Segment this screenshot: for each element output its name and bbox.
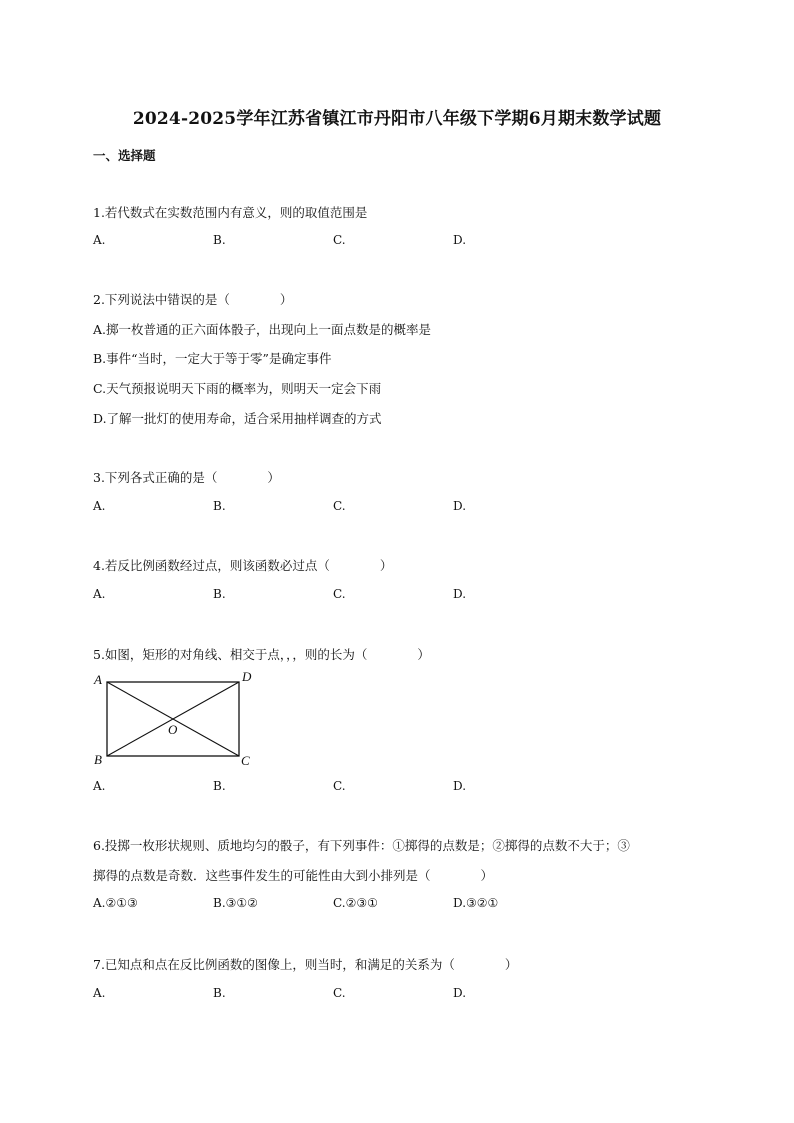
question-2-option-c: C.天气预报说明天下雨的概率为，则明天一定会下雨 (93, 381, 382, 396)
question-6-option-a: A.②①③ (93, 896, 138, 910)
question-3-option-a: A. (93, 499, 106, 513)
question-6-option-b: B.③①② (213, 896, 258, 910)
question-3-option-d: D. (453, 499, 467, 513)
page-title: 2024-2025学年江苏省镇江市丹阳市八年级下学期6月期末数学试题 (132, 109, 662, 129)
label-b: B (94, 752, 102, 767)
question-5-stem: 5.如图，矩形的对角线、相交于点，，，则的长为（ ） (93, 647, 430, 662)
question-1-option-d: D. (453, 233, 467, 247)
question-4-option-a: A. (93, 587, 106, 601)
question-3-option-c: C. (333, 499, 346, 513)
question-7-option-b: B. (213, 986, 226, 1000)
question-6-stem-continued: 掷得的点数是奇数．这些事件发生的可能性由大到小排列是（ ） (93, 868, 494, 883)
question-7-option-a: A. (93, 986, 106, 1000)
question-1-stem: 1.若代数式在实数范围内有意义，则的取值范围是 (93, 205, 368, 220)
section-heading: 一、选择题 (93, 148, 156, 163)
question-1-option-c: C. (333, 233, 346, 247)
question-7-stem: 7.已知点和点在反比例函数的图像上，则当时，和满足的关系为（ ） (93, 957, 518, 972)
question-4-option-b: B. (213, 587, 226, 601)
label-o: O (168, 722, 178, 737)
question-5-option-b: B. (213, 779, 226, 793)
question-1-option-b: B. (213, 233, 226, 247)
question-6-option-c: C.②③① (333, 896, 378, 910)
question-5-option-c: C. (333, 779, 346, 793)
question-7-option-d: D. (453, 986, 467, 1000)
question-2-stem: 2.下列说法中错误的是（ ） (93, 292, 293, 307)
question-4-option-c: C. (333, 587, 346, 601)
question-2-option-d: D.了解一批灯的使用寿命，适合采用抽样调查的方式 (93, 411, 382, 426)
label-c: C (241, 753, 250, 768)
question-4-stem: 4.若反比例函数经过点，则该函数必过点（ ） (93, 558, 393, 573)
label-a: A (94, 672, 102, 687)
rectangle-figure (90, 668, 260, 770)
question-5-option-d: D. (453, 779, 467, 793)
question-2-option-a: A.掷一枚普通的正六面体骰子，出现向上一面点数是的概率是 (93, 322, 432, 337)
question-3-stem: 3.下列各式正确的是（ ） (93, 470, 280, 485)
question-2-option-b: B.事件“当时，一定大于等于零”是确定事件 (93, 351, 332, 366)
question-4-option-d: D. (453, 587, 467, 601)
question-3-option-b: B. (213, 499, 226, 513)
question-6-option-d: D.③②① (453, 896, 499, 910)
question-1-option-a: A. (93, 233, 106, 247)
question-6-stem: 6.投掷一枚形状规则、质地均匀的骰子，有下列事件：①掷得的点数是；②掷得的点数不大于；③ (93, 838, 630, 853)
label-d: D (242, 669, 252, 684)
question-7-option-c: C. (333, 986, 346, 1000)
question-5-option-a: A. (93, 779, 106, 793)
